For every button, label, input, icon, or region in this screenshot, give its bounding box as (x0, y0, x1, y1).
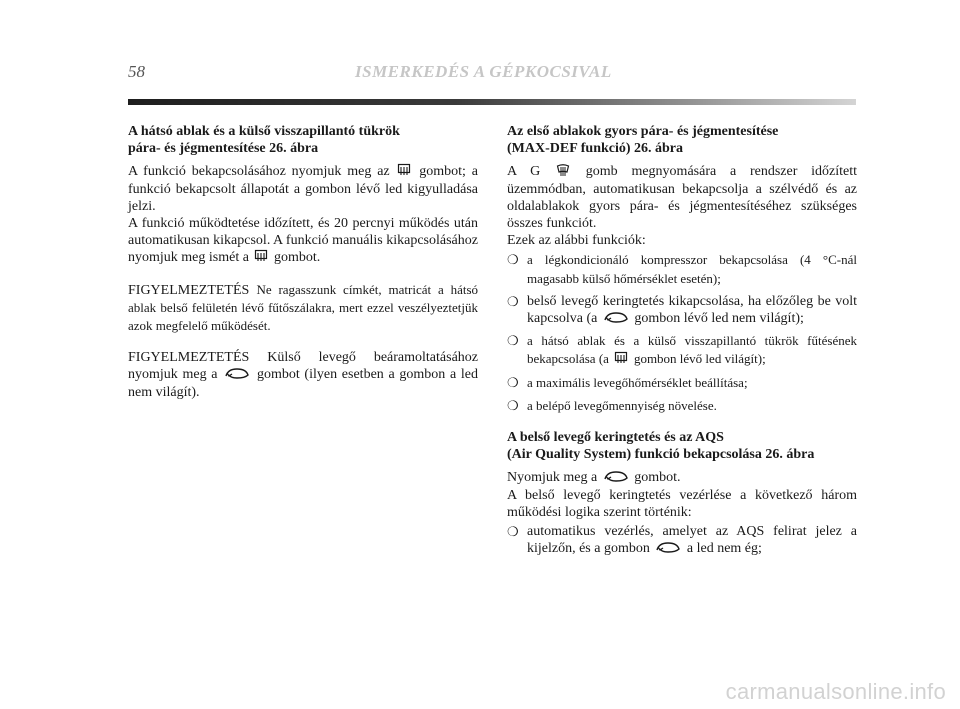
right-paragraph-3: Nyomjuk meg a gombot. (507, 470, 681, 486)
logic-list (507, 523, 857, 557)
rear-defrost-icon (254, 249, 268, 263)
warning-2: FIGYELMEZTETÉS Külső levegő beáramoltatásához nyomjuk meg a gombot (ilyen esetben a gombon a led nem világít). (128, 350, 479, 400)
list-item: ❍ a hátsó ablak és a külső visszapillantó tükrök fűtésének bekapcsolása (a gombon lévő led világít); (507, 333, 857, 367)
warning-label: FIGYELMEZTETÉS (128, 282, 250, 298)
list-item: ❍ a belépő levegőmennyiség növelése. (507, 397, 717, 413)
left-heading-line1: A hátsó ablak és a külső visszapillantó tükrök (128, 124, 400, 139)
right-heading-2: A belső levegő keringtetés és az AQS (Air Quality System) funkció bekapcsolása 26. ábra (507, 430, 815, 463)
recirculation-icon (655, 541, 681, 554)
windshield-defrost-icon (556, 163, 570, 177)
bullet-icon: ❍ (507, 374, 519, 390)
left-paragraph-2: A funkció működtetése időzített, és 20 percnyi működés után automatikusan kikapcsol. A funkció manuális kikapcsolásához nyomjuk meg ismét a gombot. (128, 216, 478, 266)
list-item: ❍ automatikus vezérlés, amelyet az AQS felirat jelez a kijelzőn, és a gombon a led nem ég; (507, 524, 857, 557)
header-rule (128, 99, 856, 105)
rear-defrost-icon (397, 163, 411, 177)
right-paragraph-1: A G gomb megnyomására a rendszer időzített üzemmódban, automatikusan bekapcsolja a szélvédő és az oldalablakok gyors pára- és jégmentesítéséhez szükséges összes funkciót. (507, 164, 858, 232)
left-heading (128, 123, 478, 157)
recirculation-icon (224, 367, 250, 380)
right-column (507, 123, 857, 562)
bullet-icon: ❍ (507, 524, 519, 540)
left-paragraph-1: A funkció bekapcsolásához nyomjuk meg az gombot; a funkció bekapcsolt állapotát a gombon lévő led kigyulladása jelzi. (128, 164, 478, 214)
left-heading-line2: pára- és jégmentesítése 26. ábra (128, 141, 319, 157)
recirculation-icon (603, 470, 629, 483)
warning-label: FIGYELMEZTETÉS (128, 350, 250, 366)
rear-defrost-icon (614, 351, 628, 365)
right-paragraph-4: A belső levegő keringtetés vezérlése a következő három működési logika szerint történik: (507, 487, 857, 520)
right-paragraph-2: Ezek az alábbi funkciók: (507, 233, 646, 249)
right-heading-1: Az első ablakok gyors pára- és jégmentesítése (MAX-DEF funkció) 26. ábra (507, 124, 779, 157)
list-item: ❍ a légkondicionáló kompresszor bekapcsolása (4 °C-nál magasabb külső hőmérséklet esetén); (507, 252, 857, 286)
bullet-icon: ❍ (507, 397, 519, 413)
warning-1 (128, 281, 478, 336)
running-title: ISMERKEDÉS A GÉPKOCSIVAL (355, 62, 612, 81)
bullet-icon: ❍ (507, 293, 519, 309)
bullet-icon: ❍ (507, 333, 519, 349)
list-item: ❍ a maximális levegőhőmérséklet beállítása; (507, 374, 748, 390)
page-number: 58 (128, 62, 145, 81)
recirculation-icon (603, 311, 629, 324)
watermark: carmanualsonline.info (725, 679, 946, 704)
bullet-icon: ❍ (507, 252, 519, 268)
left-column (128, 123, 478, 401)
warning-text: Ne ragasszunk címkét, matricát a hátsó ablak belső felületén lévő fűtőszálakra, mert ezzel veszélyeztetjük azok megfelelő működését. (128, 281, 479, 334)
function-list (507, 251, 857, 415)
list-item: ❍ belső levegő keringtetés kikapcsolása, ha előzőleg be volt kapcsolva (a gombon lévő led nem világít); (507, 293, 857, 327)
